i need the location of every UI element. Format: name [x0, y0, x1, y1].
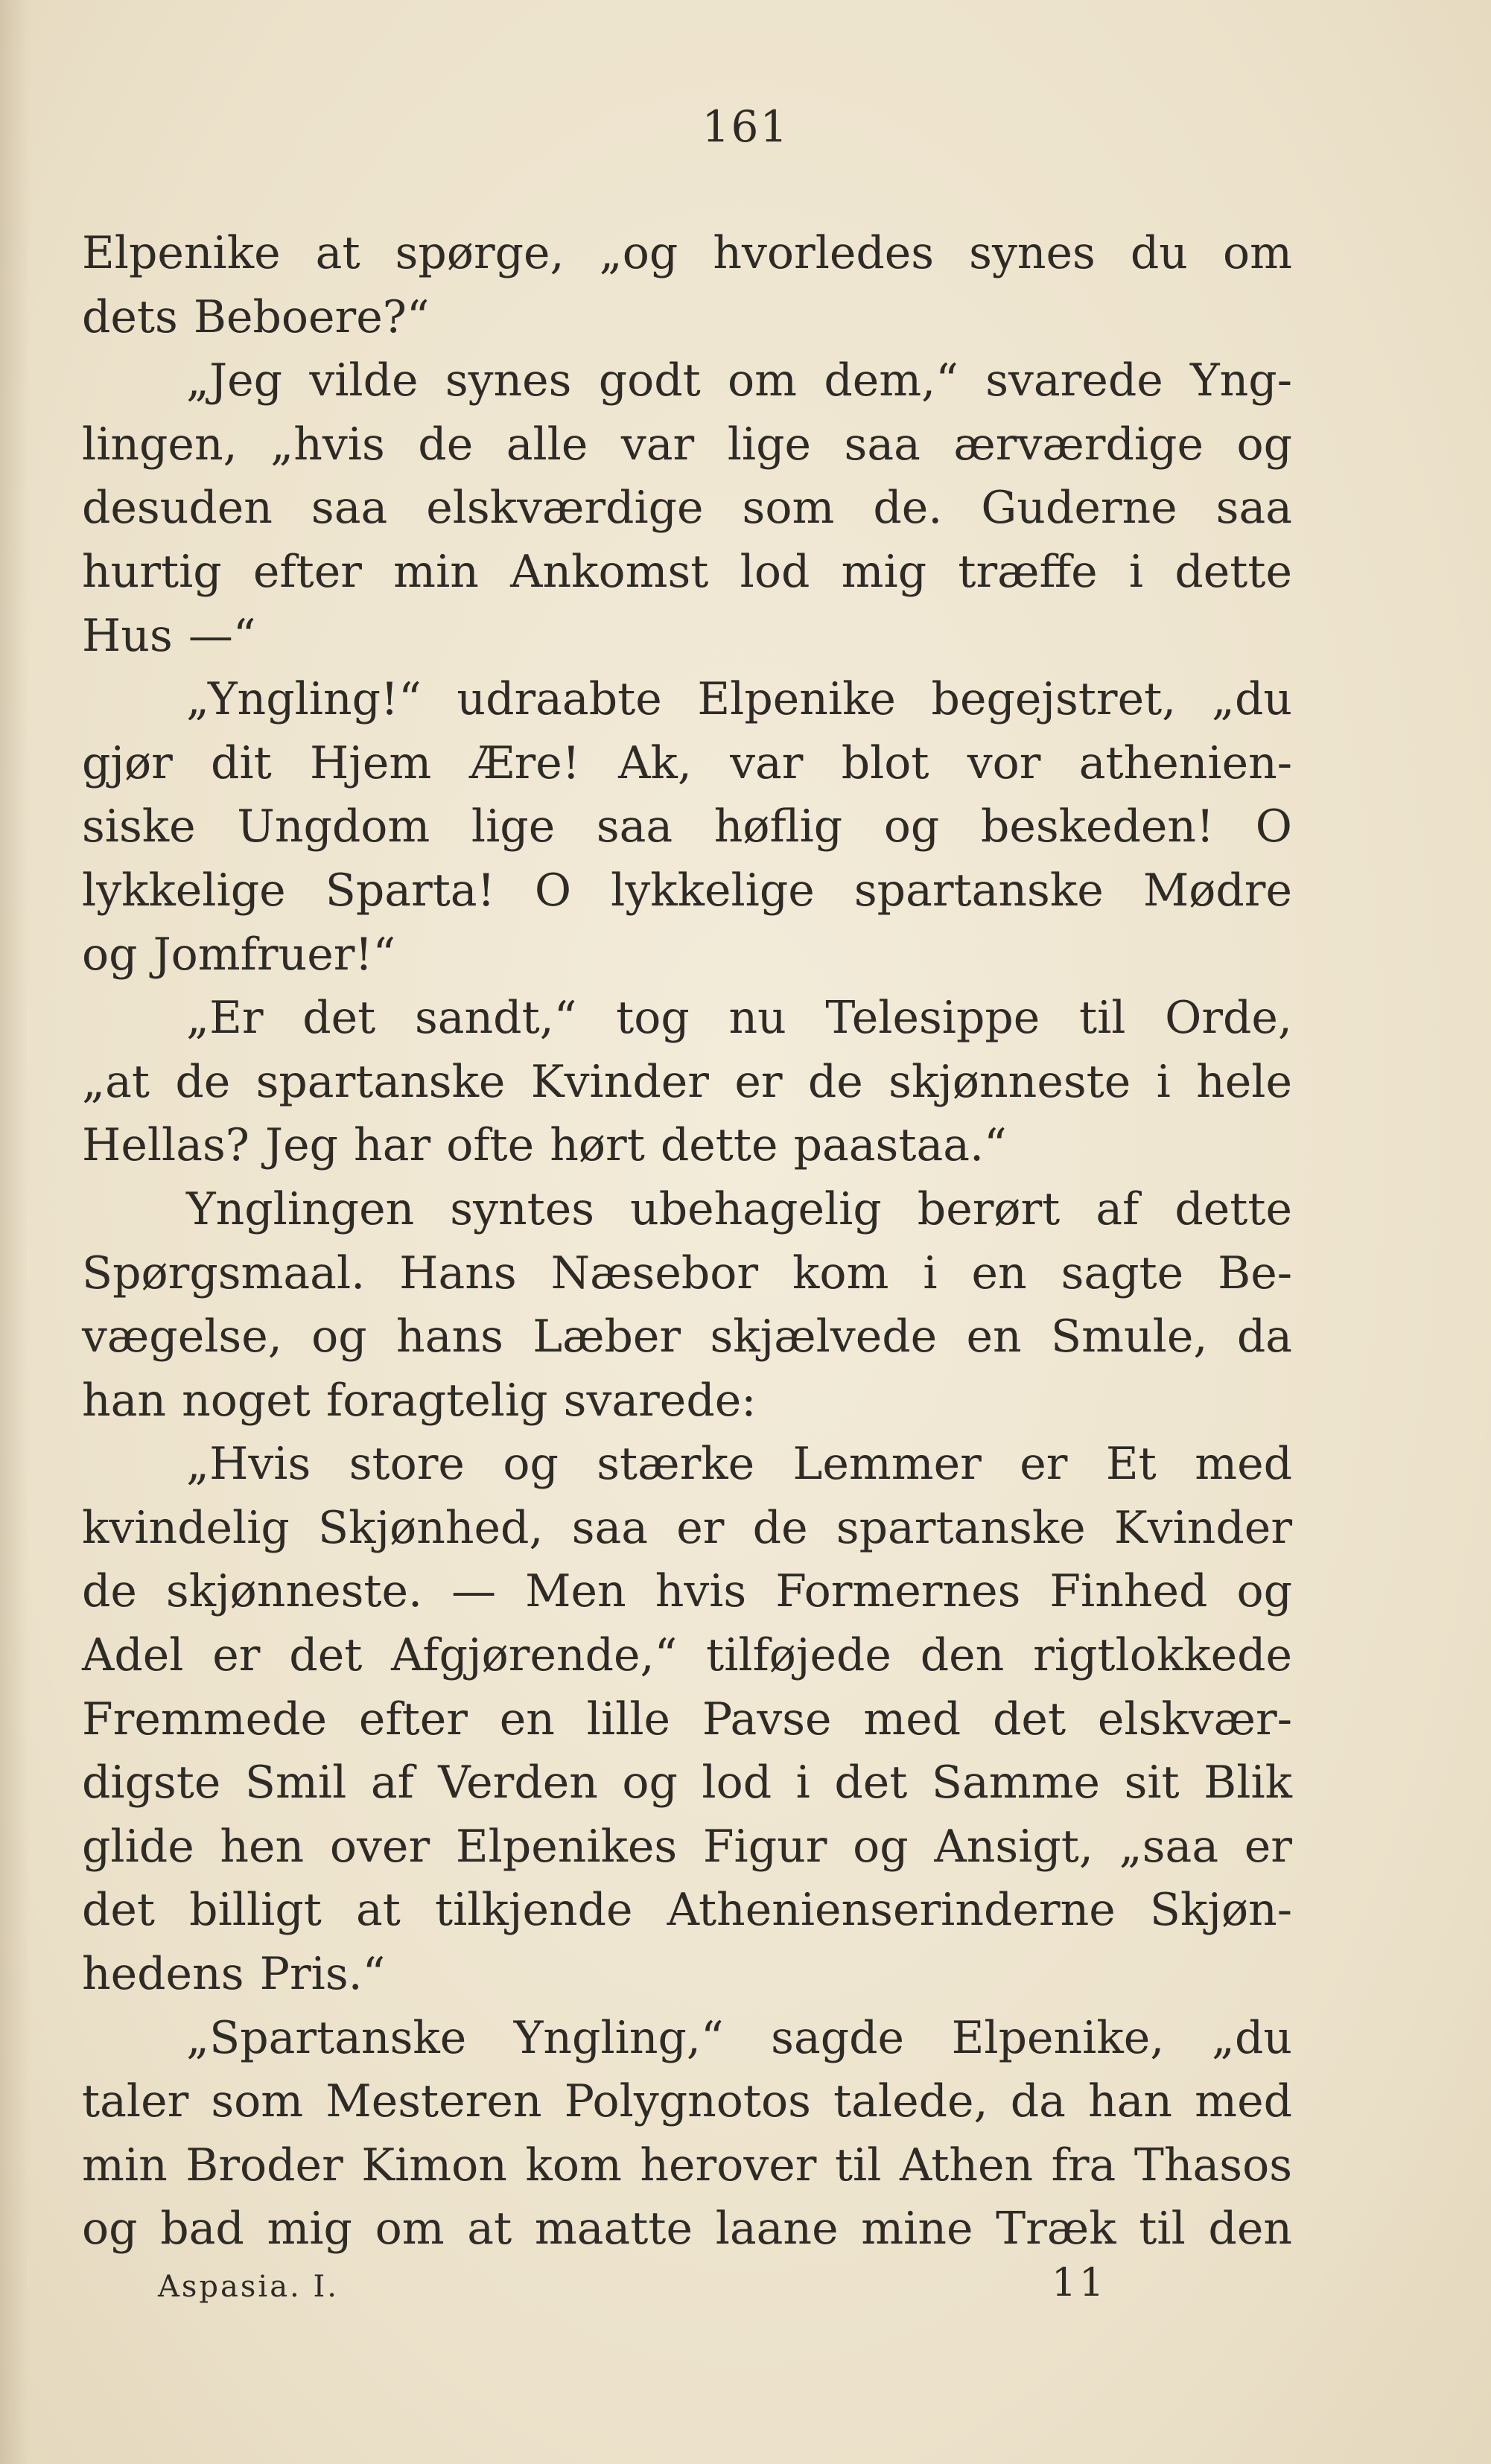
text-line: Fremmede efter en lille Pavse med det elskvær- — [82, 1693, 1292, 1745]
text-line: „Yngling!“ udraabte Elpenike begejstret, „du — [186, 673, 1292, 726]
text-line: digste Smil af Verden og lod i det Samme sit Blik — [82, 1757, 1292, 1809]
text-line: Hus —“ — [82, 609, 256, 662]
text-line: hurtig efter min Ankomst lod mig træffe i dette — [82, 545, 1292, 598]
page-number: 161 — [702, 101, 789, 152]
text-line: og bad mig om at maatte laane mine Træk til den — [82, 2203, 1292, 2256]
body-text — [82, 222, 1292, 2261]
text-line: „at de spartanske Kvinder er de skjønneste i hele — [82, 1055, 1292, 1108]
text-line: siske Ungdom lige saa høflig og beskeden! O — [82, 800, 1292, 853]
text-line: glide hen over Elpenikes Figur og Ansigt, „saa er — [82, 1820, 1292, 1873]
signature-mark: Aspasia. I. — [158, 2270, 339, 2304]
binding-shadow — [0, 0, 30, 2464]
text-line: Ynglingen syntes ubehagelig berørt af dette — [186, 1182, 1292, 1235]
text-line: dets Beboere?“ — [82, 290, 430, 343]
sheet-number: 11 — [1052, 2261, 1107, 2305]
text-line: „Hvis store og stærke Lemmer er Et med — [186, 1438, 1292, 1491]
text-line: de skjønneste. — Men hvis Formernes Finhed og — [82, 1565, 1292, 1618]
text-line: „Spartanske Yngling,“ sagde Elpenike, „du — [186, 2011, 1292, 2064]
text-line: „Er det sandt,“ tog nu Telesippe til Orde, — [186, 992, 1292, 1045]
text-line: han noget foragtelig svarede: — [82, 1374, 757, 1427]
text-line: vægelse, og hans Læber skjælvede en Smule, da — [82, 1311, 1292, 1363]
text-line: „Jeg vilde synes godt om dem,“ svarede Yng- — [186, 354, 1292, 407]
text-line: gjør dit Hjem Ære! Ak, var blot vor athenien- — [82, 736, 1292, 789]
text-line: lingen, „hvis de alle var lige saa ærværdige og — [82, 418, 1292, 471]
text-line: Elpenike at spørge, „og hvorledes synes du om — [82, 227, 1292, 279]
text-line: Adel er det Afgjørende,“ tilføjede den rigtlokkede — [82, 1629, 1292, 1682]
text-line: min Broder Kimon kom herover til Athen fra Thasos — [82, 2139, 1292, 2191]
text-line: lykkelige Sparta! O lykkelige spartanske Mødre — [82, 864, 1292, 917]
text-line: Hellas? Jeg har ofte hørt dette paastaa.“ — [82, 1119, 1007, 1172]
text-line: hedens Pris.“ — [82, 1948, 386, 2001]
text-line: og Jomfruer!“ — [82, 928, 396, 981]
page-footer — [158, 2261, 1126, 2313]
text-line: desuden saa elskværdige som de. Guderne saa — [82, 482, 1292, 535]
text-line: taler som Mesteren Polygnotos talede, da han med — [82, 2075, 1292, 2128]
text-line: Spørgsmaal. Hans Næsebor kom i en sagte Be- — [82, 1247, 1292, 1299]
text-line: det billigt at tilkjende Athenienserinderne Skjøn- — [82, 1884, 1292, 1937]
text-line: kvindelig Skjønhed, saa er de spartanske Kvinder — [82, 1501, 1292, 1554]
